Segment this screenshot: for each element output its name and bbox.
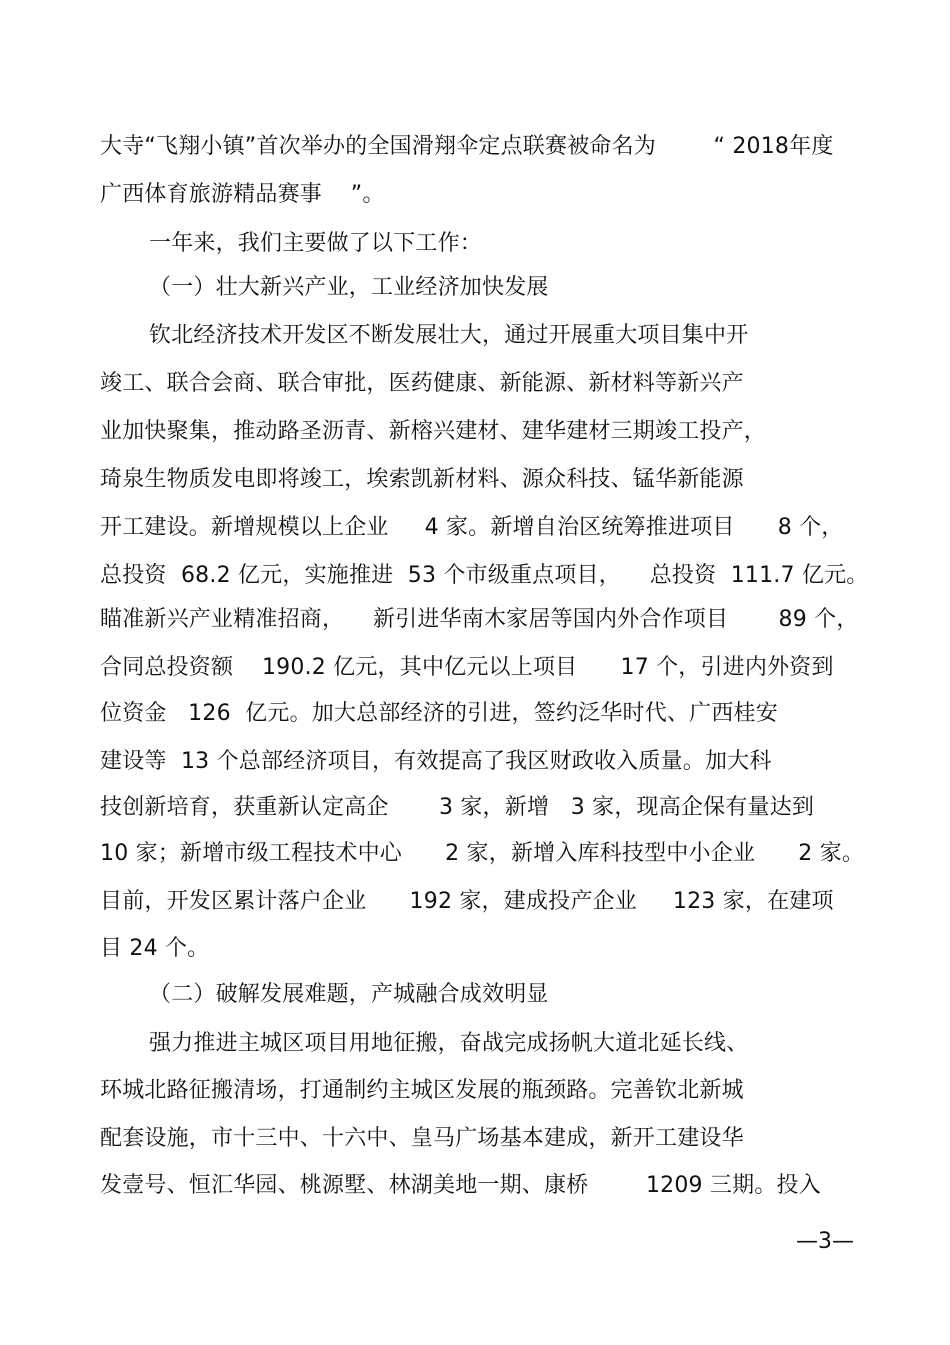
- text-line-2: 广西体育旅游精品赛事 ”。: [100, 182, 385, 207]
- text-line-10: 总投资 68.2 亿元，实施推进 53 个市级重点项目， 总投资 111.7 亿元。: [100, 563, 869, 588]
- text-line-16: 10 家；新增市级工程技术中心 2 家，新增入库科技型中小企业 2 家。: [100, 841, 865, 866]
- text-line-22: 配套设施，市十三中、十六中、皇马广场基本建成，新开工建设华: [100, 1126, 744, 1151]
- page-number: —3—: [796, 1229, 854, 1254]
- text-line-9: 开工建设。新增规模以上企业 4 家。新增自治区统筹推进项目 8 个，: [100, 515, 844, 540]
- text-line-12: 合同总投资额 190.2 亿元，其中亿元以上项目 17 个，引进内外资到: [100, 655, 834, 680]
- text-line-20: 强力推进主城区项目用地征搬，奋战完成扬帆大道北延长线、: [149, 1031, 749, 1056]
- text-line-17: 目前，开发区累计落户企业 192 家，建成投产企业 123 家，在建项: [100, 889, 834, 914]
- text-line-15: 技创新培育，获重新认定高企 3 家，新增 3 家，现高企保有量达到: [100, 795, 815, 820]
- section-heading-1: （一）壮大新兴产业，工业经济加快发展: [149, 275, 549, 300]
- text-line-14: 建设等 13 个总部经济项目，有效提高了我区财政收入质量。加大科: [100, 749, 772, 774]
- text-line-5: 钦北经济技术开发区不断发展壮大，通过开展重大项目集中开: [149, 323, 749, 348]
- section-heading-2: （二）破解发展难题，产城融合成效明显: [149, 982, 549, 1007]
- text-line-1: 大寺“飞翔小镇”首次举办的全国滑翔伞定点联赛被命名为 “ 2018年度: [100, 134, 834, 159]
- text-line-21: 环城北路征搬清场，打通制约主城区发展的瓶颈路。完善钦北新城: [100, 1078, 744, 1103]
- text-line-18: 目 24 个。: [100, 936, 210, 961]
- text-line-3: 一年来，我们主要做了以下工作：: [149, 231, 483, 256]
- text-line-6: 竣工、联合会商、联合审批，医药健康、新能源、新材料等新兴产: [100, 371, 744, 396]
- text-line-13: 位资金 126 亿元。加大总部经济的引进，签约泛华时代、广西桂安: [100, 701, 778, 726]
- text-line-8: 琦泉生物质发电即将竣工，埃索凯新材料、源众科技、锰华新能源: [100, 467, 744, 492]
- text-line-11: 瞄准新兴产业精准招商， 新引进华南木家居等国内外合作项目 89 个，: [100, 607, 859, 632]
- text-line-23: 发壹号、恒汇华园、桃源墅、林湖美地一期、康桥 1209 三期。投入: [100, 1173, 821, 1198]
- text-line-7: 业加快聚集，推动路圣沥青、新榕兴建材、建华建材三期竣工投产，: [100, 419, 767, 444]
